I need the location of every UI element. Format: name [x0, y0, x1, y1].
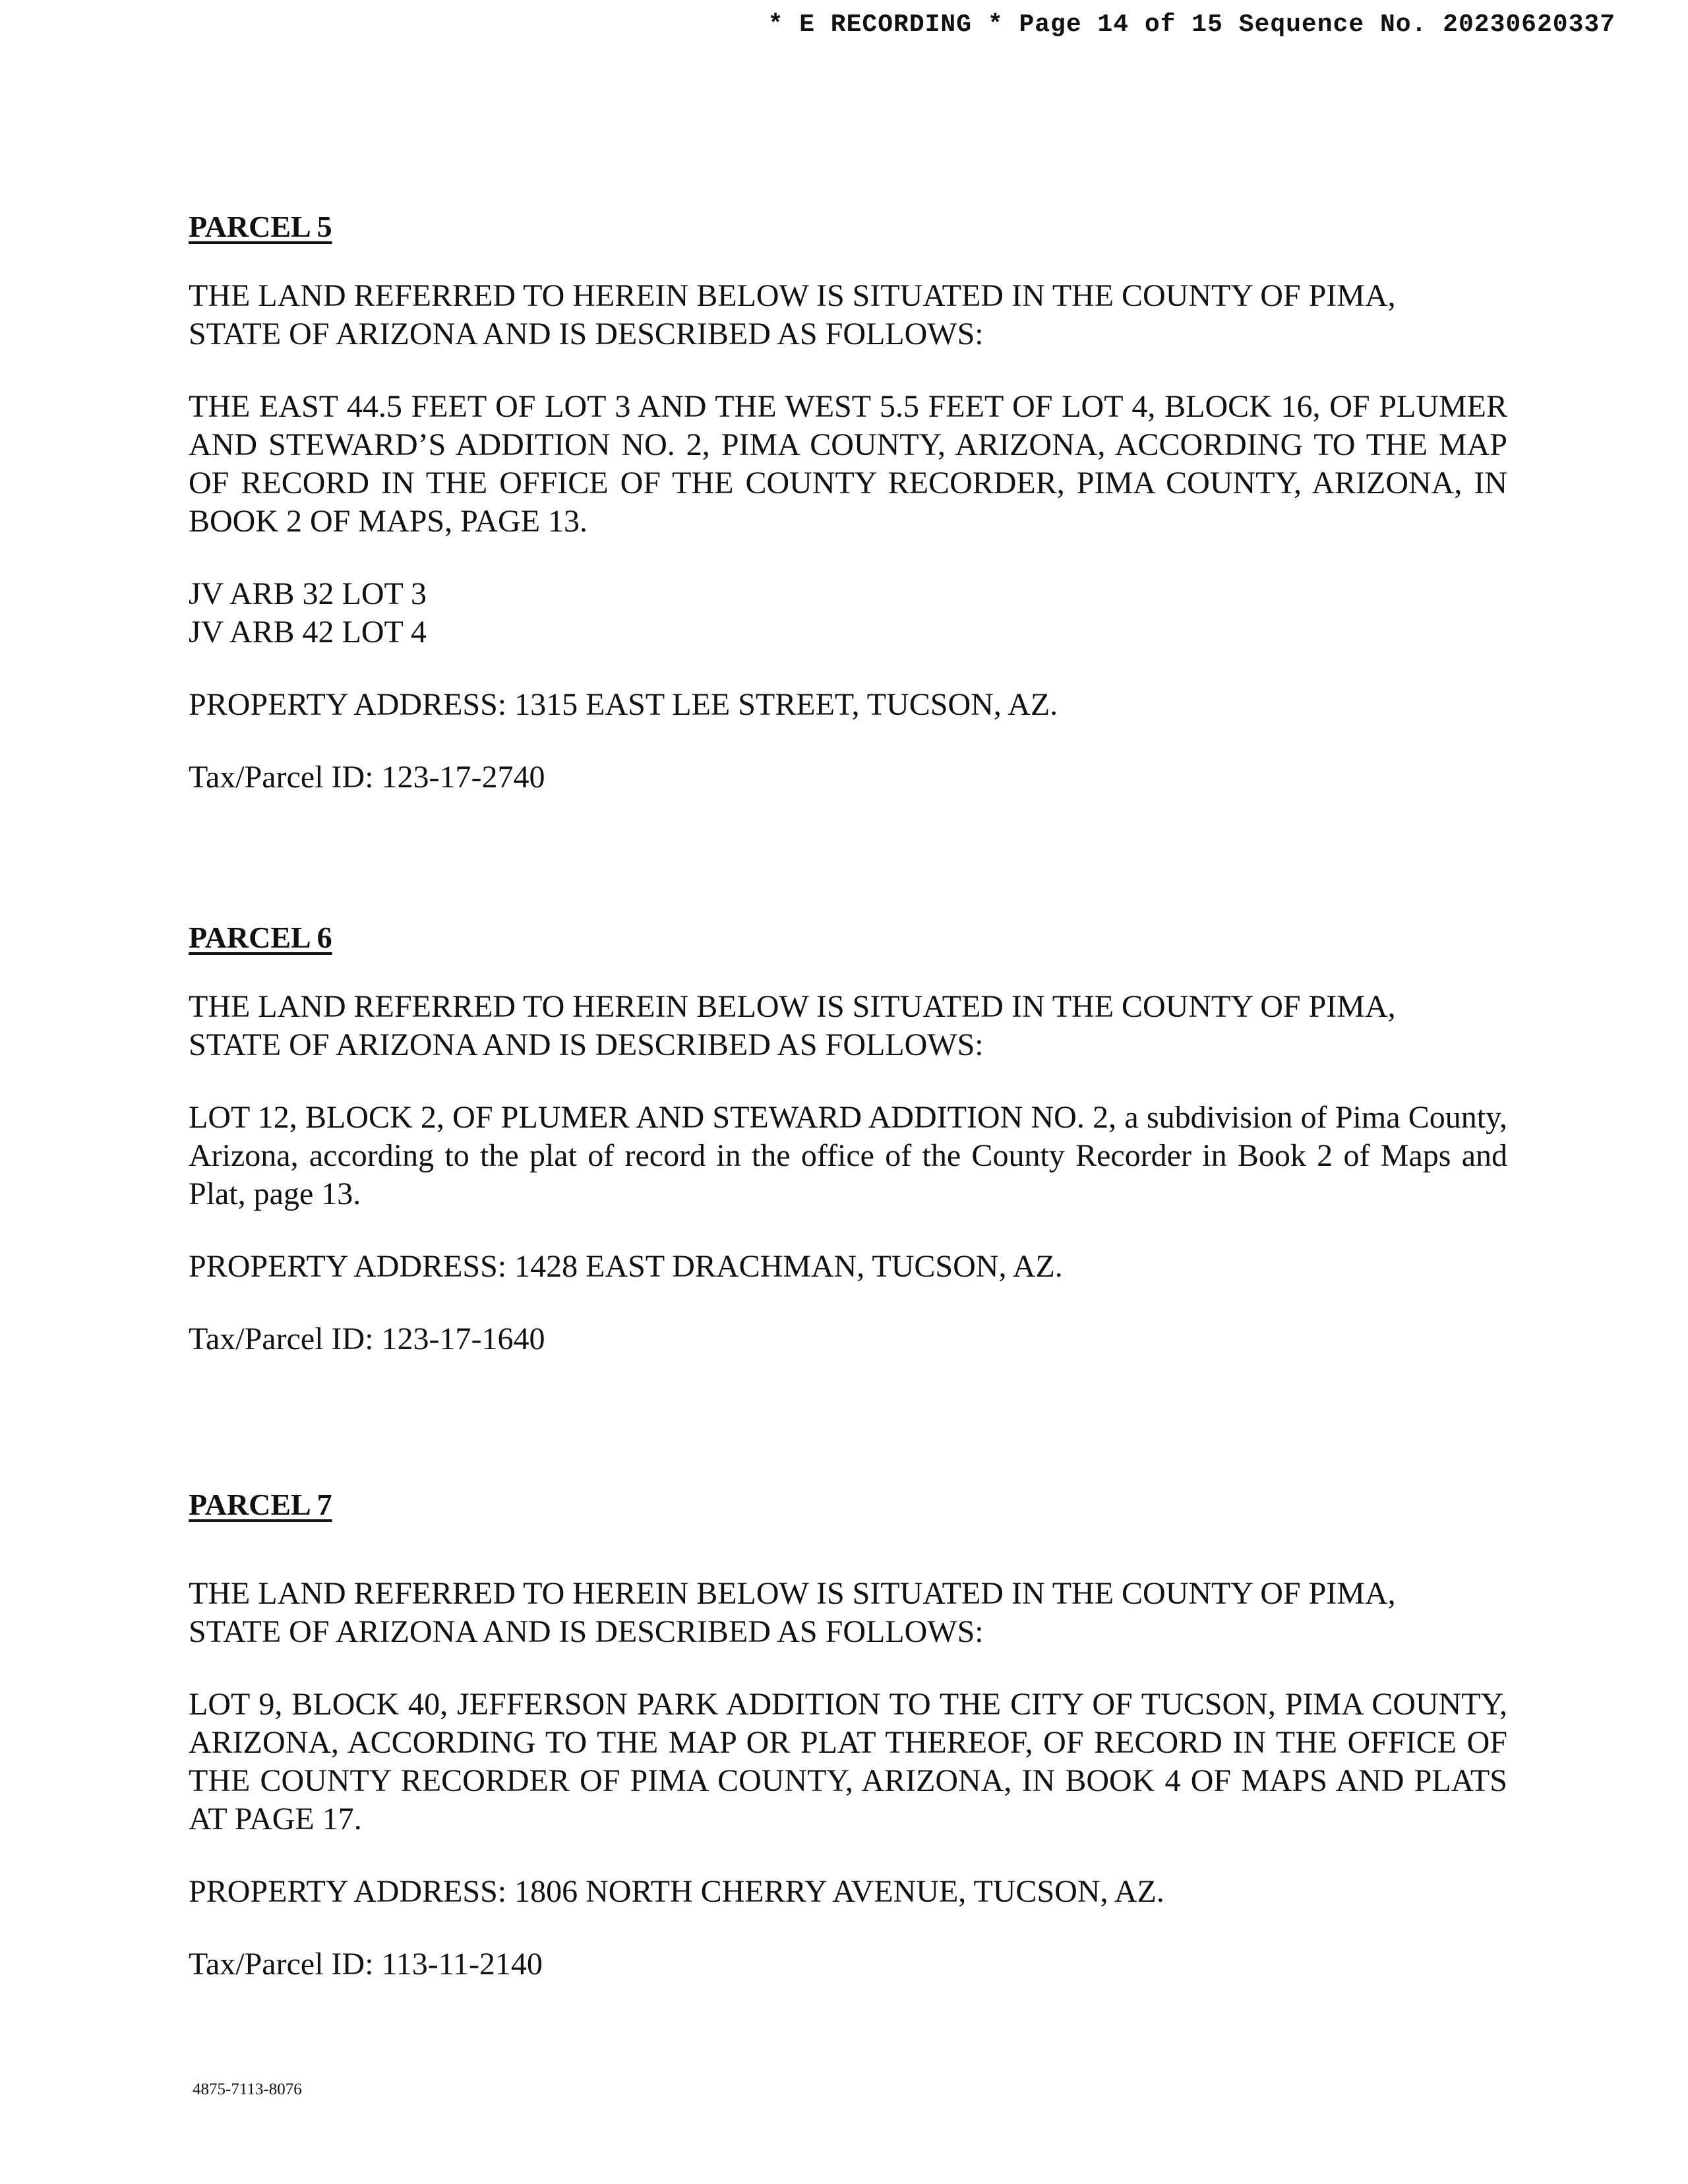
tax-parcel-id: Tax/Parcel ID: 123-17-1640 [189, 1321, 545, 1356]
parcel-section [189, 919, 1507, 1358]
property-address: PROPERTY ADDRESS: 1315 EAST LEE STREET, TUCSON, AZ. [189, 687, 1058, 722]
property-address: PROPERTY ADDRESS: 1428 EAST DRACHMAN, TUCSON, AZ. [189, 1249, 1063, 1284]
parcel-title: PARCEL 7 [189, 1488, 332, 1521]
recording-header: * E RECORDING * Page 14 of 15 Sequence No. 20230620337 [768, 11, 1615, 39]
property-address: PROPERTY ADDRESS: 1806 NORTH CHERRY AVENUE, TUCSON, AZ. [189, 1874, 1164, 1909]
document-id: 4875-7113-8076 [193, 2080, 302, 2098]
parcel-section [189, 1486, 1507, 1984]
parcel-section [189, 208, 1507, 797]
tax-parcel-id: Tax/Parcel ID: 123-17-2740 [189, 760, 545, 795]
parcel-description: LOT 12, BLOCK 2, OF PLUMER AND STEWARD ADDITION NO. 2, a subdivision of Pima County, Arizona, according to the plat of record in the office of the County Recorder in Book 2 of Maps and Plat, page 13. [189, 1100, 1507, 1211]
parcel-description: LOT 9, BLOCK 40, JEFFERSON PARK ADDITION TO THE CITY OF TUCSON, PIMA COUNTY, ARIZONA, ACCORDING TO THE MAP OR PLAT THEREOF, OF RECORD IN THE OFFICE OF THE COUNTY RECORDER OF PIMA COUNTY, ARIZONA, IN BOOK 4 OF MAPS AND PLATS AT PAGE 17. [189, 1687, 1507, 1836]
parcel-notes: JV ARB 32 LOT 3 JV ARB 42 LOT 4 [189, 576, 427, 650]
parcel-description: THE EAST 44.5 FEET OF LOT 3 AND THE WEST 5.5 FEET OF LOT 4, BLOCK 16, OF PLUMER AND STEWARD’S ADDITION NO. 2, PIMA COUNTY, ARIZONA, ACCORDING TO THE MAP OF RECORD IN THE OFFICE OF THE COUNTY RECORDER, PIMA COUNTY, ARIZONA, IN BOOK 2 OF MAPS, PAGE 13. [189, 389, 1507, 539]
parcel-title: PARCEL 6 [189, 921, 332, 954]
parcel-intro: THE LAND REFERRED TO HEREIN BELOW IS SITUATED IN THE COUNTY OF PIMA, STATE OF ARIZONA AND IS DESCRIBED AS FOLLOWS: [189, 278, 1396, 351]
parcel-intro: THE LAND REFERRED TO HEREIN BELOW IS SITUATED IN THE COUNTY OF PIMA, STATE OF ARIZONA AND IS DESCRIBED AS FOLLOWS: [189, 1576, 1396, 1649]
parcel-intro: THE LAND REFERRED TO HEREIN BELOW IS SITUATED IN THE COUNTY OF PIMA, STATE OF ARIZONA AND IS DESCRIBED AS FOLLOWS: [189, 989, 1396, 1062]
tax-parcel-id: Tax/Parcel ID: 113-11-2140 [189, 1947, 543, 1982]
parcel-title: PARCEL 5 [189, 210, 332, 243]
